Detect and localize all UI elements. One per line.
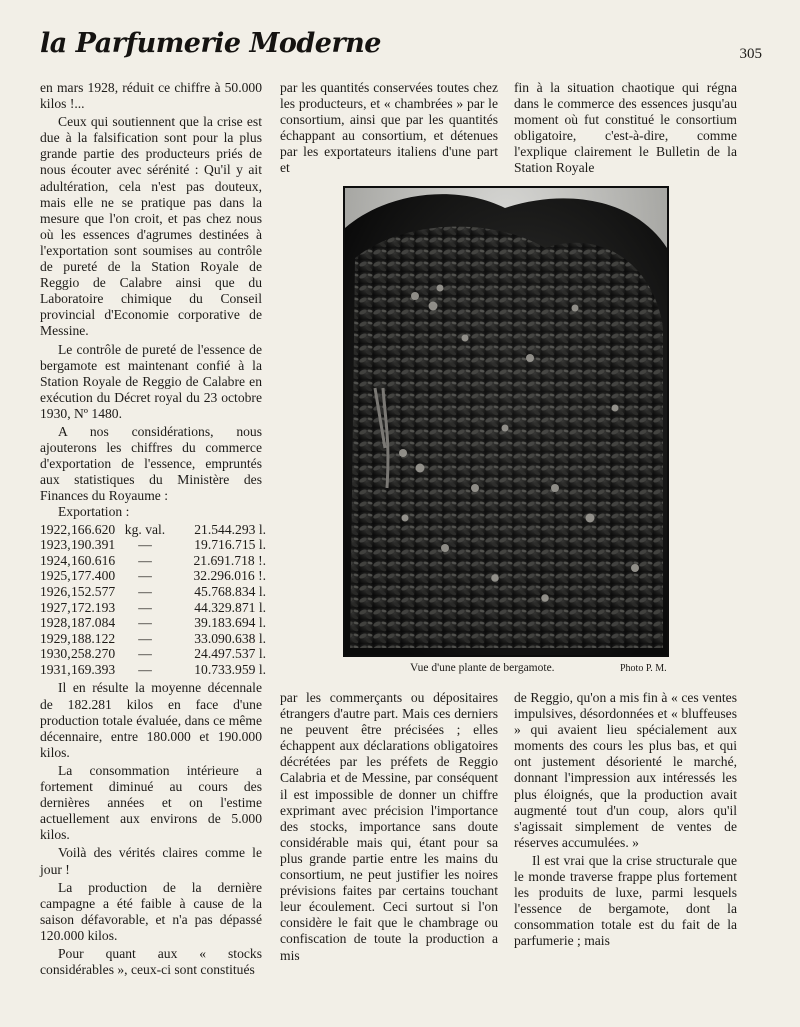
- export-cell-year: 1928,: [40, 615, 71, 631]
- export-cell-value: 33.090.638 l.: [194, 630, 266, 646]
- paragraph: fin à la situation chaotique qui régna dans le commerce des essences jusqu'au moment où fut constitué le consortium obligatoire, c'est-à-dire, comme l'explique clairement le Bulletin de la Station Royale: [514, 80, 737, 176]
- export-cell-year: 1931,: [40, 661, 71, 677]
- paragraph: Pour quant aux « stocks considérables », ceux-ci sont constitués: [40, 945, 262, 978]
- column-3-top: [514, 80, 737, 177]
- export-row: [40, 568, 266, 584]
- export-cell-year: 1927,: [40, 599, 71, 615]
- export-cell-value: 45.768.834 l.: [194, 583, 266, 599]
- paragraph: Le contrôle de pureté de l'essence de bergamote est maintenant confié à la Station Royale de Reggio de Calabre en exécution du Décret royal du 23 octobre 1930, Nº 1480.: [40, 341, 262, 421]
- export-cell-year: 1929,: [40, 630, 71, 646]
- export-cell-value: 21.544.293 l.: [194, 521, 266, 537]
- paragraph: Il en résulte la moyenne décennale de 182.281 kilos en face d'une production totale évaluée, dans ce même décennaire, entre 180.000 et 190.000 kilos.: [40, 680, 262, 760]
- export-cell-kilos: 172.193: [71, 599, 116, 615]
- paragraph: par les commerçants ou dépositaires étrangers d'autre part. Mais ces derniers ne peuvent être précisées ; elles échappent aux déclarations obligatoires décrétées par les préfets de Reggio Calabria et de Messine, par conséquent il est impossible de donner un chiffre exprimant avec précision l'importance des stocks, importance sans doute considérable mais qui, étant pour sa plus grande partie entre les mains du consortium, ne peut justifier les noires prévisions faites par certains touchant leur écoulement. Ceci surtout si l'on considère le fait que le chambrage ou confiscation de toute la production a mis: [280, 690, 498, 963]
- paragraph: Voilà des vérités claires comme le jour !: [40, 845, 262, 877]
- export-cell-year: 1925,: [40, 568, 71, 584]
- export-row: [40, 553, 266, 569]
- export-cell-mid: kg. val.: [124, 521, 166, 537]
- export-cell-mid: —: [138, 537, 152, 553]
- page-number: 305: [739, 46, 762, 62]
- export-table: [40, 522, 266, 678]
- export-cell-value: 21.691.718 !.: [193, 552, 266, 568]
- export-row: [40, 646, 266, 662]
- paragraph: Ceux qui soutiennent que la crise est due à la falsification sont pour la plus grande partie des producteurs priés de nous écouter avec sérénité : Qu'il y ait adultération, cela n'est pas douteux, mais elle ne se pratique pas dans la mesure que l'on croit, et pas chez nous où les essences d'agrumes destinées à l'exportation sont soumises au contrôle de pureté de la Station Royale de Reggio de Calabre ainsi que du Laboratoire chimique du Conseil provincial d'Economie corporative de Messine.: [40, 114, 262, 339]
- export-row: [40, 522, 266, 538]
- column-1: [40, 80, 266, 978]
- export-cell-kilos: 166.620: [71, 521, 116, 537]
- export-cell-kilos: 187.084: [71, 615, 116, 631]
- export-cell-year: 1926,: [40, 583, 71, 599]
- export-cell-mid: —: [138, 583, 152, 599]
- export-row: [40, 537, 266, 553]
- export-cell-kilos: 188.122: [71, 630, 116, 646]
- export-cell-mid: —: [138, 661, 152, 677]
- paragraph: Il est vrai que la crise structurale que le monde traverse frappe plus fortement les produits de luxe, parmi lesquels l'essence de bergamote, dont la consommation totale est du fait de la parfumerie ; mais: [514, 852, 737, 949]
- export-cell-mid: —: [138, 552, 152, 568]
- export-cell-mid: —: [138, 615, 152, 631]
- paragraph: de Reggio, qu'on a mis fin à « ces ventes impulsives, désordonnées et « bluffeuses » qui avaient lieu spécialement aux moments des cours les plus bas, et qui ont justement désorienté le marché, donnant l'impression aux intéressés les plus éloignés, que la production avait augmenté tout d'un coup, alors qu'il s'agissait simplement de ventes de réserves accumulées. »: [514, 690, 737, 850]
- masthead-title: la Parfumerie Moderne: [40, 28, 381, 59]
- export-cell-value: 32.296.016 !.: [193, 568, 266, 584]
- export-cell-kilos: 152.577: [71, 583, 116, 599]
- export-cell-kilos: 258.270: [71, 646, 116, 662]
- paragraph: A nos considérations, nous ajouterons les chiffres du commerce d'exportation de l'essence, empruntés aux statistiques du Ministère des Finances du Royaume :: [40, 423, 262, 504]
- bergamot-tree-photo: [343, 186, 669, 657]
- photo-caption: Vue d'une plante de bergamote.: [410, 662, 555, 674]
- export-cell-mid: —: [138, 630, 152, 646]
- export-cell-year: 1924,: [40, 552, 71, 568]
- export-row: [40, 615, 266, 631]
- paragraph: par les quantités conservées toutes chez les producteurs, et « chambrées » par le consortium, ainsi que par les quantités échappant au consortium, et détenues par les exportateurs italiens d'une part et: [280, 80, 498, 176]
- export-cell-year: 1930,: [40, 646, 71, 662]
- export-row: [40, 600, 266, 616]
- export-cell-value: 10.733.959 l.: [194, 661, 266, 677]
- bergamot-tree-image: [345, 188, 667, 655]
- column-2-bottom: [280, 690, 498, 964]
- export-cell-value: 24.497.537 l.: [194, 646, 266, 662]
- export-row: [40, 662, 266, 678]
- export-heading: Exportation :: [58, 504, 130, 520]
- column-3-bottom: [514, 690, 737, 950]
- export-cell-year: 1922,: [40, 521, 71, 537]
- export-cell-mid: —: [138, 599, 152, 615]
- export-cell-kilos: 160.616: [71, 552, 116, 568]
- photo-credit: Photo P. M.: [620, 663, 667, 674]
- export-row: [40, 584, 266, 600]
- export-cell-kilos: 190.391: [71, 537, 116, 553]
- export-cell-value: 39.183.694 l.: [194, 615, 266, 631]
- paragraph: en mars 1928, réduit ce chiffre à 50.000 kilos !...: [40, 80, 262, 112]
- paragraph: La production de la dernière campagne a été faible à cause de la saison défavorable, et n'a pas dépassé 120.000 kilos.: [40, 879, 262, 943]
- export-cell-kilos: 177.400: [71, 568, 116, 584]
- paragraph: La consommation intérieure a fortement diminué au cours des dernières années et on l'estime actuellement aux environs de 5.000 kilos.: [40, 762, 262, 843]
- export-cell-year: 1923,: [40, 537, 71, 553]
- export-cell-value: 44.329.871 l.: [194, 599, 266, 615]
- export-cell-kilos: 169.393: [71, 661, 116, 677]
- export-row: [40, 631, 266, 647]
- column-2-top: [280, 80, 498, 177]
- export-cell-value: 19.716.715 l.: [194, 537, 266, 553]
- export-cell-mid: —: [138, 568, 152, 584]
- export-cell-mid: —: [138, 646, 152, 662]
